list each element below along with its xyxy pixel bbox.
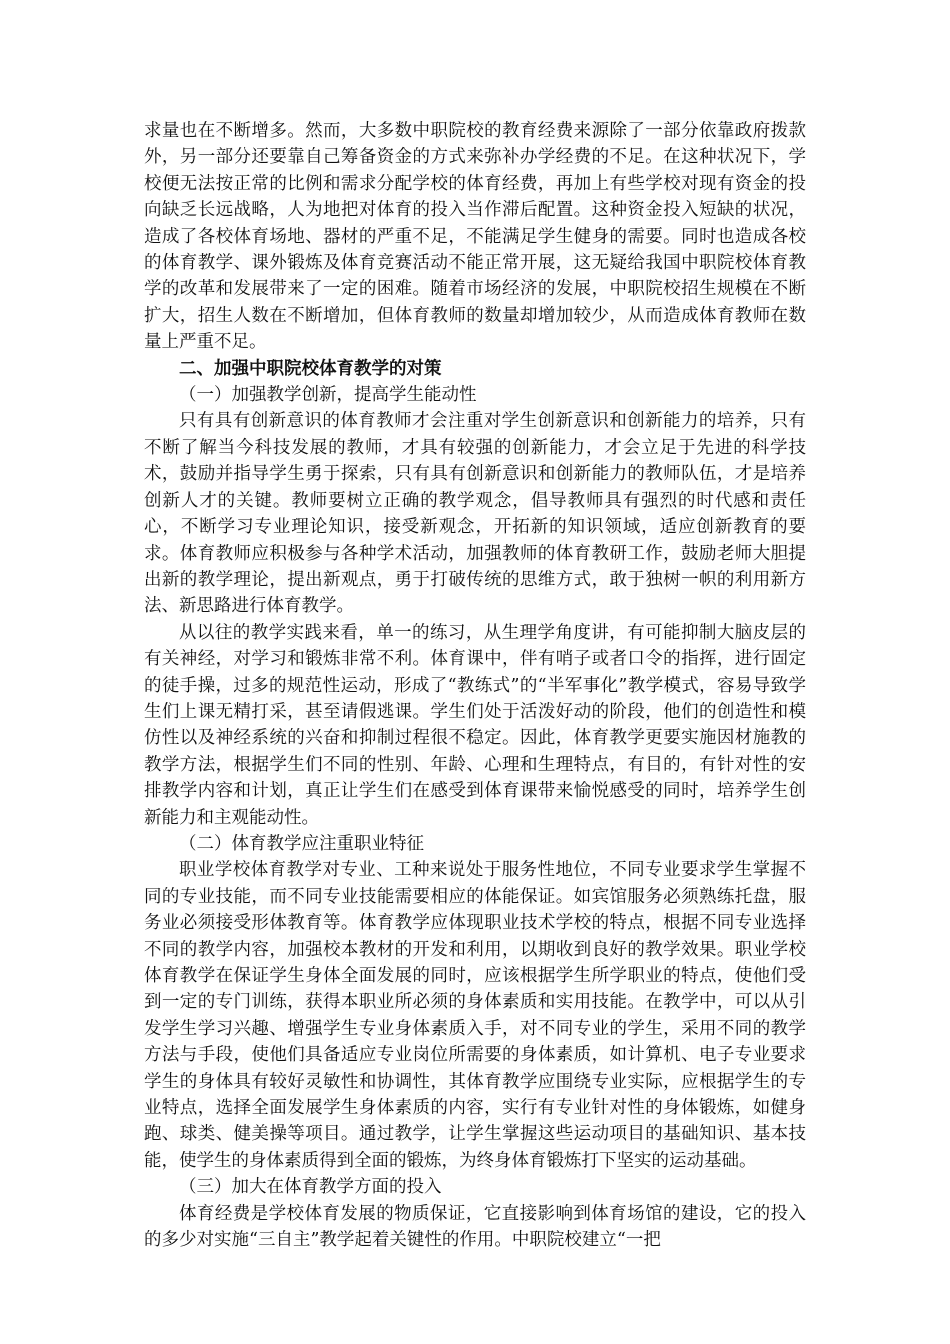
- paragraph-1b: 从以往的教学实践来看，单一的练习，从生理学角度讲，有可能抑制大脑皮层的有关神经，对学习和锻炼非常不利。体育课中，伴有哨子或者口令的指挥，进行固定的徒手操，过多的规范性运动，形成了“教练式”的“半军事化”教学模式，容易导致学生们上课无精打采，甚至请假逃课。学生们处于活泼好动的阶段，他们的创造性和模仿性以及神经系统的兴奋和抑制过程很不稳定。因此，体育教学更要实施因材施教的教学方法，根据学生们不同的性别、年龄、心理和生理特点，有目的，有针对性的安排教学内容和计划，真正让学生们在感受到体育课带来愉悦感受的同时，培养学生创新能力和主观能动性。: [144, 622, 806, 828]
- paragraph-3: 体育经费是学校体育发展的物质保证，它直接影响到体育场馆的建设，它的投入的多少对实施“三自主”教学起着关键性的作用。中职院校建立“一把: [144, 1203, 806, 1251]
- subheading-1: （一）加强教学创新，提高学生能动性: [179, 385, 477, 406]
- paragraph-2: 职业学校体育教学对专业、工种来说处于服务性地位，不同专业要求学生掌握不同的专业技能，而不同专业技能需要相应的体能保证。如宾馆服务必须熟练托盘，服务业必须接受形体教育等。体育教学应体现职业技术学校的特点，根据不同专业选择不同的教学内容，加强校本教材的开发和利用，以期收到良好的教学效果。职业学校体育教学在保证学生身体全面发展的同时，应该根据学生所学职业的特点，使他们受到一定的专门训练，获得本职业所必须的身体素质和实用技能。在教学中，可以从引发学生学习兴趣、增强学生专业身体素质入手，对不同专业的学生，采用不同的教学方法与手段，使他们具备适应专业岗位所需要的身体素质，如计算机、电子专业要求学生的身体具有较好灵敏性和协调性，其体育教学应围绕专业实际，应根据学生的专业特点，选择全面发展学生身体素质的内容，实行有专业针对性的身体锻炼，如健身跑、球类、健美操等项目。通过教学，让学生掌握这些运动项目的基础知识、基本技能，使学生的身体素质得到全面的锻炼，为终身体育锻炼打下坚实的运动基础。: [144, 860, 806, 1171]
- subheading-3: （三）加大在体育教学方面的投入: [179, 1177, 442, 1198]
- document-page: [144, 118, 806, 1253]
- section-heading-2: 二、加强中职院校体育教学的对策: [179, 358, 442, 379]
- paragraph-1a: 只有具有创新意识的体育教师才会注重对学生创新意识和创新能力的培养，只有不断了解当今科技发展的教师，才具有较强的创新能力，才会立足于先进的科学技术，鼓励并指导学生勇于探索，只有具有创新意识和创新能力的教师队伍，才是培养创新人才的关键。教师要树立正确的教学观念，倡导教师具有强烈的时代感和责任心，不断学习专业理论知识，接受新观念，开拓新的知识领域，适应创新教育的要求。体育教师应积极参与各种学术活动，加强教师的体育教研工作，鼓励老师大胆提出新的教学理论，提出新观点，勇于打破传统的思维方式，敢于独树一帜的利用新方法、新思路进行体育教学。: [144, 411, 806, 617]
- paragraph-intro: 求量也在不断增多。然而，大多数中职院校的教育经费来源除了一部分依靠政府拨款外，另一部分还要靠自己筹备资金的方式来弥补办学经费的不足。在这种状况下，学校便无法按正常的比例和需求分配学校的体育经费，再加上有些学校对现有资金的投向缺乏长远战略，人为地把对体育的投入当作滞后配置。这种资金投入短缺的状况，造成了各校体育场地、器材的严重不足，不能满足学生健身的需要。同时也造成各校的体育教学、课外锻炼及体育竞赛活动不能正常开展，这无疑给我国中职院校体育教学的改革和发展带来了一定的困难。随着市场经济的发展，中职院校招生规模在不断扩大，招生人数在不断增加，但体育教师的数量却增加较少，从而造成体育教师在数量上严重不足。: [144, 121, 806, 353]
- subheading-2: （二）体育教学应注重职业特征: [179, 833, 424, 854]
